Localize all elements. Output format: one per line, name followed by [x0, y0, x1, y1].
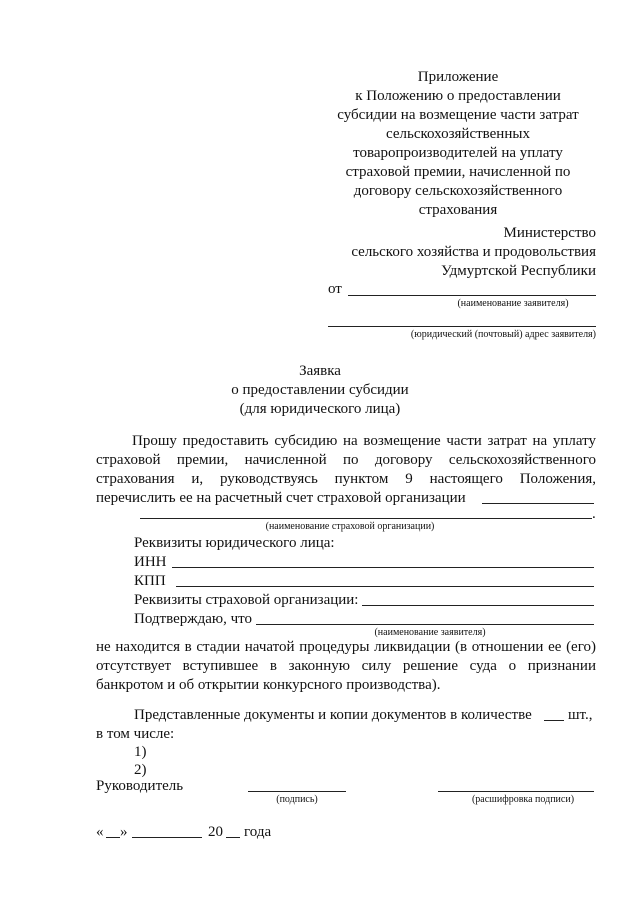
- liquidation-paragraph: [96, 638, 596, 695]
- insurer-account-field[interactable]: [482, 503, 594, 504]
- date-year-field[interactable]: [226, 837, 240, 838]
- confirm-label: Подтверждаю, что: [134, 611, 253, 627]
- request-line: страхования и, руководствуясь пунктом 9 настоящего Положения,: [96, 471, 596, 487]
- appendix-line: к Положению о предоставлении: [355, 88, 561, 104]
- insurer-requisites-label: Реквизиты страховой организации:: [134, 592, 359, 608]
- documents-line: Представленные документы и копии документов в количестве: [134, 707, 532, 723]
- addressee-line: сельского хозяйства и продовольствия: [351, 244, 596, 260]
- applicant-address-field[interactable]: [328, 326, 596, 327]
- appendix-line: субсидии на возмещение части затрат: [337, 107, 579, 123]
- confirm-applicant-hint: (наименование заявителя): [374, 627, 486, 638]
- appendix-line: сельскохозяйственных: [386, 126, 530, 142]
- signature-decode-hint: (расшифровка подписи): [471, 794, 575, 805]
- date-day-field[interactable]: [106, 837, 120, 838]
- addressee-line: Министерство: [503, 225, 596, 241]
- appendix-line: товаропроизводителей на уплату: [353, 145, 563, 161]
- inn-field[interactable]: [172, 567, 594, 568]
- signature-decode-field[interactable]: [438, 791, 594, 792]
- date-close-quote: »: [120, 824, 128, 840]
- kpp-field[interactable]: [176, 586, 594, 587]
- date-century: 20: [208, 824, 223, 840]
- date-month-field[interactable]: [132, 837, 202, 838]
- appendix-line: договору сельскохозяйственного: [353, 183, 563, 199]
- request-paragraph: [96, 432, 596, 489]
- documents-unit: шт.,: [568, 707, 593, 723]
- insurer-hint: (наименование страховой организации): [265, 521, 435, 532]
- documents-item: 2): [134, 762, 147, 778]
- signature-hint: (подпись): [276, 794, 318, 805]
- application-type: (для юридического лица): [239, 401, 401, 417]
- head-label: Руководитель: [96, 778, 184, 794]
- address-hint: (юридический (почтовый) адрес заявителя): [410, 329, 596, 340]
- documents-count-field[interactable]: [544, 720, 564, 721]
- liquidation-line: банкротом и об открытии конкурсного производства).: [96, 677, 441, 693]
- applicant-hint: (наименование заявителя): [457, 298, 569, 309]
- liquidation-line: отсутствует вступившее в законную силу решение суда о признании: [96, 658, 596, 674]
- request-line: страховой премии, начисленной по договору сельскохозяйственного: [96, 452, 596, 468]
- appendix-title: Приложение: [417, 69, 499, 85]
- date-open-quote: «: [96, 824, 104, 840]
- request-line: Прошу предоставить субсидию на возмещение части затрат на уплату: [132, 433, 596, 449]
- from-label: от: [328, 281, 342, 297]
- application-title: Заявка: [299, 363, 341, 379]
- date-year-word: года: [244, 824, 272, 840]
- appendix-line: страховой премии, начисленной по: [345, 164, 571, 180]
- inn-label: ИНН: [134, 554, 167, 570]
- applicant-name-field[interactable]: [348, 295, 596, 296]
- documents-including: в том числе:: [96, 726, 175, 742]
- request-line: перечислить ее на расчетный счет страховой организации: [96, 490, 466, 506]
- kpp-label: КПП: [134, 573, 166, 589]
- request-dot: .: [592, 506, 596, 522]
- confirm-applicant-field[interactable]: [256, 624, 594, 625]
- insurer-requisites-field[interactable]: [362, 605, 594, 606]
- legal-requisites-label: Реквизиты юридического лица:: [134, 535, 335, 551]
- documents-item: 1): [134, 744, 147, 760]
- signature-field[interactable]: [248, 791, 346, 792]
- liquidation-line: не находится в стадии начатой процедуры ликвидации (в отношении ее (его): [96, 639, 596, 655]
- addressee-line: Удмуртской Республики: [441, 263, 596, 279]
- appendix-line: страхования: [418, 202, 498, 218]
- application-subtitle: о предоставлении субсидии: [231, 382, 409, 398]
- insurer-name-field[interactable]: [140, 518, 592, 519]
